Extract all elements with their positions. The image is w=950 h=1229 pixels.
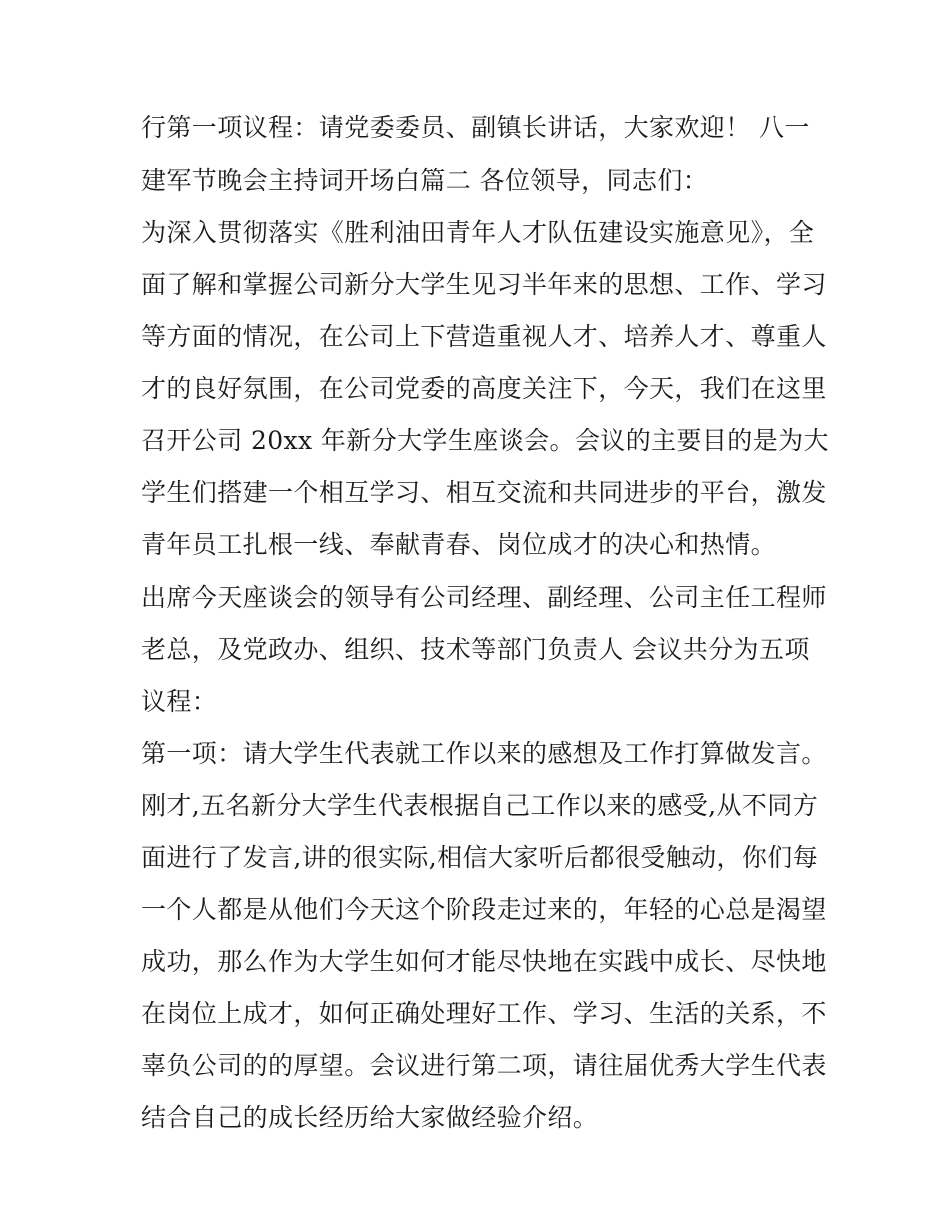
text-line: 才的良好氛围，在公司党委的高度关注下，今天，我们在这里	[141, 374, 827, 403]
text-line: 建军节晚会主持词开场白篇二 各位领导，同志们：	[141, 166, 709, 195]
text-line: 辜负公司的的厚望。会议进行第二项，请往届优秀大学生代表	[141, 1051, 827, 1080]
text-line: 为深入贯彻落实《胜利油田青年人才队伍建设实施意见》，全	[141, 218, 815, 247]
text-line: 结合自己的成长经历给大家做经验介绍。	[141, 1103, 599, 1132]
text-line: 面进行了发言,讲的很实际,相信大家听后都很受触动，你们每	[141, 843, 819, 872]
text-line: 行第一项议程：请党委委员、副镇长讲话，大家欢迎！ 八一	[141, 113, 810, 142]
text-line: 召开公司 20xx 年新分大学生座谈会。会议的主要目的是为大	[141, 426, 829, 455]
text-line: 第一项：请大学生代表就工作以来的感想及工作打算做发言。	[141, 739, 827, 768]
text-line: 学生们搭建一个相互学习、相互交流和共同进步的平台，激发	[141, 478, 827, 507]
text-line: 青年员工扎根一线、奉献青春、岗位成才的决心和热情。	[141, 530, 777, 559]
text-line: 在岗位上成才，如何正确处理好工作、学习、生活的关系，不	[141, 999, 827, 1028]
text-line: 成功，那么作为大学生如何才能尽快地在实践中成长、尽快地	[141, 947, 827, 976]
text-line: 等方面的情况，在公司上下营造重视人才、培养人才、尊重人	[141, 322, 827, 351]
text-line: 一个人都是从他们今天这个阶段走过来的，年轻的心总是渴望	[141, 895, 827, 924]
text-line: 老总，及党政办、组织、技术等部门负责人 会议共分为五项	[141, 635, 810, 664]
text-line: 面了解和掌握公司新分大学生见习半年来的思想、工作、学习	[141, 270, 827, 299]
text-line: 刚才,五名新分大学生代表根据自己工作以来的感受,从不同方	[141, 791, 819, 820]
text-line: 出席今天座谈会的领导有公司经理、副经理、公司主任工程师	[141, 583, 827, 612]
text-line: 议程：	[141, 687, 218, 716]
